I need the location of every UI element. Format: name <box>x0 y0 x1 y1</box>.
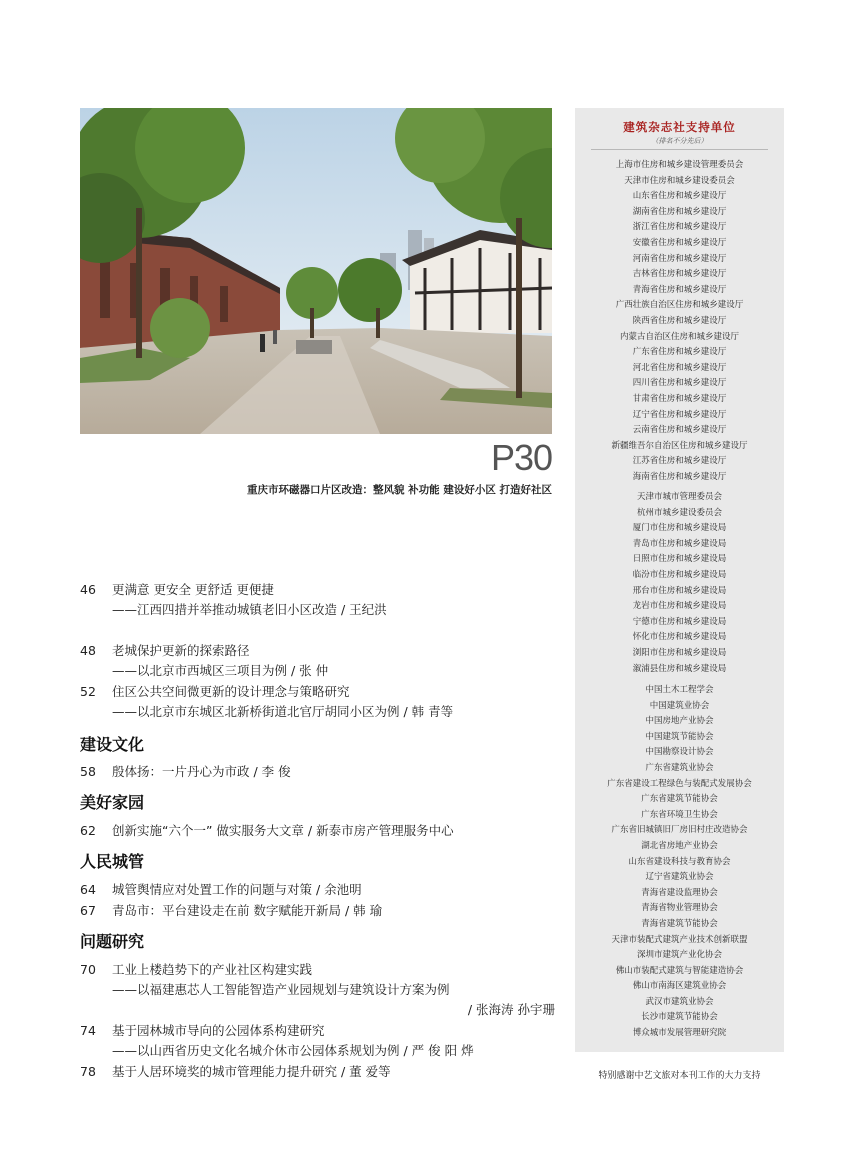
toc-page-number: 74 <box>80 1023 96 1038</box>
supporter-item: 河北省住房和城乡建设厅 <box>632 362 727 373</box>
supporter-item: 博众城市发展管理研究院 <box>632 1028 727 1039</box>
supporter-item: 广东省旧城镇旧厂房旧村庄改造协会 <box>611 825 748 836</box>
toc-title: 创新实施“六个一” 做实服务大文章 / 新泰市房产管理服务中心 <box>112 823 454 838</box>
supporter-item: 广东省环境卫生协会 <box>641 809 718 820</box>
supporter-item: 中国建筑节能协会 <box>645 731 714 742</box>
supporter-item: 邢台市住房和城乡建设局 <box>632 585 727 596</box>
supporter-item: 中国土木工程学会 <box>645 685 714 695</box>
supporter-item: 中国建筑业协会 <box>649 700 710 711</box>
supporter-item: 怀化市住房和城乡建设局 <box>632 632 727 643</box>
toc-title: 殷体扬：一片丹心为市政 / 李 俊 <box>112 764 291 779</box>
supporter-item: 天津市城市管理委员会 <box>636 492 722 502</box>
supporter-item: 长沙市建筑节能协会 <box>641 1012 718 1023</box>
toc-title: 基于人居环境奖的城市管理能力提升研究 / 董 爱等 <box>112 1064 391 1079</box>
toc-title: 基于园林城市导向的公园体系构建研究 <box>112 1023 325 1038</box>
supporter-item: 深圳市建筑产业化协会 <box>636 950 722 961</box>
supporter-item: 吉林省住房和城乡建设厅 <box>632 269 727 280</box>
toc-page-number: 78 <box>80 1064 96 1079</box>
supporter-item: 天津市住房和城乡建设委员会 <box>624 175 735 186</box>
supporter-item: 广东省建筑业协会 <box>645 762 714 773</box>
supporter-item: 江苏省住房和城乡建设厅 <box>632 456 727 467</box>
supporter-item: 四川省住房和城乡建设厅 <box>632 378 727 389</box>
acknowledgement: 特别感谢中艺文旅对本刊工作的大力支持 <box>598 1071 761 1081</box>
supporter-item: 甘肃省住房和城乡建设厅 <box>632 393 727 404</box>
supporter-item: 武汉市建筑业协会 <box>645 996 714 1007</box>
supporter-item: 溆浦县住房和城乡建设局 <box>632 663 727 674</box>
toc-page-number: 48 <box>80 643 96 658</box>
toc-title: 青岛市：平台建设走在前 数字赋能开新局 / 韩 瑜 <box>112 903 383 918</box>
toc-title: 更满意 更安全 更舒适 更便捷 <box>112 582 274 597</box>
toc-page-number: 58 <box>80 764 96 779</box>
supporters-sidebar <box>575 108 784 1052</box>
supporter-item: 上海市住房和城乡建设管理委员会 <box>615 160 744 170</box>
feature-photo <box>80 108 552 434</box>
sidebar-divider <box>591 149 768 150</box>
supporter-item: 辽宁省住房和城乡建设厅 <box>632 409 727 420</box>
supporter-item: 山东省住房和城乡建设厅 <box>632 191 727 202</box>
supporter-item: 龙岩市住房和城乡建设局 <box>632 601 727 612</box>
supporter-item: 新疆维吾尔自治区住房和城乡建设厅 <box>611 440 748 451</box>
supporter-item: 佛山市装配式建筑与智能建造协会 <box>615 965 744 976</box>
supporter-item: 宁德市住房和城乡建设局 <box>632 616 727 627</box>
supporter-item: 青海省建筑节能协会 <box>641 918 718 929</box>
supporter-item: 安徽省住房和城乡建设厅 <box>632 237 727 248</box>
toc-title: 工业上楼趋势下的产业社区构建实践 <box>112 962 313 977</box>
supporter-item: 辽宁省建筑业协会 <box>645 872 714 883</box>
toc-subtitle: ——江西四措并举推动城镇老旧小区改造 / 王纪洪 <box>112 602 387 617</box>
toc-page-number: 64 <box>80 882 96 897</box>
sidebar-note: （排名不分先后） <box>651 137 708 145</box>
supporter-item: 内蒙古自治区住房和城乡建设厅 <box>619 331 739 342</box>
toc-page-number: 70 <box>80 962 96 977</box>
supporter-item: 广东省建筑节能协会 <box>641 794 718 805</box>
supporter-item: 山东省建设科技与教育协会 <box>628 856 731 867</box>
toc-subtitle: ——以山西省历史文化名城介休市公园体系规划为例 / 严 俊 阳 烨 <box>112 1043 474 1058</box>
supporter-item: 天津市装配式建筑产业技术创新联盟 <box>611 934 748 945</box>
toc-subtitle: ——以北京市西城区三项目为例 / 张 仲 <box>112 663 329 678</box>
supporter-item: 浏阳市住房和城乡建设局 <box>632 647 727 658</box>
supporter-item: 湖南省住房和城乡建设厅 <box>632 206 727 217</box>
supporter-item: 厦门市住房和城乡建设局 <box>632 523 727 534</box>
feature-page-number: P30 <box>490 437 552 478</box>
supporter-item: 中国勘察设计协会 <box>645 747 714 758</box>
toc-title: 老城保护更新的探索路径 <box>112 643 250 658</box>
supporter-item: 广东省建设工程绿色与装配式发展协会 <box>607 778 752 789</box>
supporter-item: 云南省住房和城乡建设厅 <box>632 425 727 436</box>
toc-section-heading: 问题研究 <box>80 932 145 951</box>
supporter-item: 佛山市南海区建筑业协会 <box>632 981 727 992</box>
supporters-group-associations <box>575 683 784 1042</box>
toc-page-number: 67 <box>80 903 96 918</box>
toc-subtitle: ——以北京市东城区北新桥街道北官厅胡同小区为例 / 韩 青等 <box>112 704 454 719</box>
toc-subtitle: ——以福建惠芯人工智能智造产业园规划与建筑设计方案为例 <box>112 982 450 997</box>
supporter-item: 杭州市城乡建设委员会 <box>636 507 722 518</box>
supporter-item: 河南省住房和城乡建设厅 <box>632 253 727 264</box>
supporter-item: 青海省住房和城乡建设厅 <box>632 284 727 295</box>
supporter-item: 湖北省房地产业协会 <box>641 840 718 851</box>
supporter-item: 中国房地产业协会 <box>645 716 714 727</box>
supporters-group-departments <box>575 158 784 485</box>
toc-authors: / 张海涛 孙宇珊 <box>467 1002 555 1017</box>
toc-title: 住区公共空间微更新的设计理念与策略研究 <box>112 684 350 699</box>
feature-caption: 重庆市环磁器口片区改造：整风貌 补功能 建设好小区 打造好社区 <box>247 484 552 496</box>
toc-page-number: 52 <box>80 684 96 699</box>
toc-section-heading: 美好家园 <box>80 793 145 812</box>
supporter-item: 浙江省住房和城乡建设厅 <box>632 222 727 233</box>
supporter-item: 陕西省住房和城乡建设厅 <box>632 315 727 326</box>
supporter-item: 临汾市住房和城乡建设局 <box>632 569 727 580</box>
supporter-item: 青岛市住房和城乡建设局 <box>632 538 727 549</box>
supporter-item: 青海省建设监理协会 <box>641 887 718 898</box>
toc-section-heading: 建设文化 <box>80 735 145 754</box>
toc-page-number: 62 <box>80 823 96 838</box>
supporter-item: 日照市住房和城乡建设局 <box>632 554 727 565</box>
supporter-item: 海南省住房和城乡建设厅 <box>632 471 727 482</box>
toc-page-number: 46 <box>80 582 96 597</box>
supporter-item: 青海省物业管理协会 <box>641 903 718 914</box>
supporter-item: 广东省住房和城乡建设厅 <box>632 347 727 358</box>
supporters-group-bureaus <box>575 490 784 677</box>
toc-title: 城管舆情应对处置工作的问题与对策 / 余池明 <box>112 882 362 897</box>
sidebar-title: 建筑杂志社支持单位 <box>623 120 736 134</box>
toc-section-heading: 人民城管 <box>80 852 145 871</box>
supporter-item: 广西壮族自治区住房和城乡建设厅 <box>615 300 744 311</box>
